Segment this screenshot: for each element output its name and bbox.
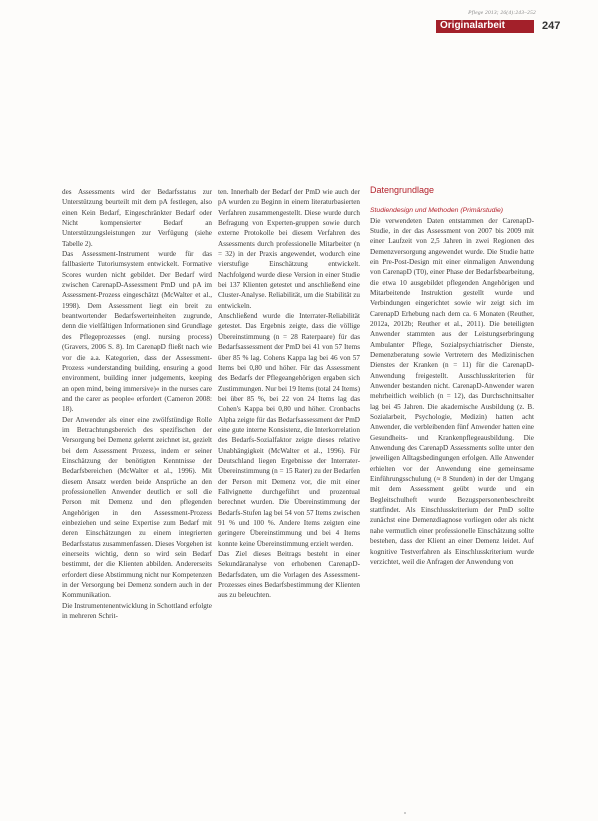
paragraph: Anschließend wurde die Interrater-Reliabilität getestet. Das Ergebnis zeigte, dass die völlige Übereinstimmung (n = 28 Raterpaare) für das Bedarfsassessment der PmD bei 41 von 57 Items über 85 % lag. Cohens Kappa lag bei 46 von 57 Items bei 0,80 und höher. Für das Assessment des Bedarfs der Pflegeangehörigen ergaben sich Zustimmungen. Nur bei 19 Items (total 24 Items) bei über 85 %, bei 22 von 24 Items lag das Cohen's Kappa bei 0,80 und höher. Cronbachs Alpha zeigte für das Bedarfsassessment der PmD eine gute interne Konsistenz, die Interkorrelation des Bedarfs-Sozialfaktor zeigte dieses relative Unabhängigkeit (McWalter et al., 1996). Für Deutschland liegen Ergebnisse der Interrater-Übereinstimmung (n = 15 Rater) zu der Bedarfen der Person mit Demenz vor, die mit einer Fallvignette durchgeführt und prozentual berechnet wurden. Die Übereinstimmung der Bedarfs-Stufen lag bei 54 von 57 Items zwischen 91 % und 100 %. Andere Items zeigten eine geringere Übereinstimmung und bei 4 Items konnte keine Übereinstimmung erzielt werden.	[218, 312, 360, 548]
paragraph: Die Instrumentenentwicklung in Schottland erfolgte in mehreren Schrit-	[62, 601, 212, 621]
text-column-3	[370, 185, 534, 567]
paragraph: Die verwendeten Daten entstammen der CarenapD-Studie, in der das Assessment von 2007 bis 2009 mit einer Laufzeit von 2,5 Jahren in zwei Regionen des Demenzversorgung angewendet wurde. Die Studie hatte ein Pre-Post-Design mit einer einmaligen Anwendung von CarenapD (T0), einer Phase der Bedarfsbearbeitung, die etwa 10 ausgebildet pflegenden Angehörigen und Mitarbeitende Instruktion gestellt wurde und Verbindungen eingerichtet sowie wir zeigt sich im CarenapD Erhebung nach dem ca. 6 Monaten (Reuther, 2012a, 2012b; Reuther et al., 2011). Die beteiligten Anwender stammten aus der Leistungserbringung Ambulanter Pflege, Sozialpsychiatrischer Dienste, Demenzberatung sowie Vertretern des Medizinischen Dienstes der Kranken (n = 11) für die CarenapD-Anwendung freigestellt. Ausschlusskriterien für Anwender bestanden nicht. CarenapD-Anwender waren mehrheitlich weiblich (n = 12), das Durchschnittsalter lag bei 45 Jahren. Die akademische Ausbildung (z. B. Sozialarbeit, Psychologie, Medizin) hatten acht Anwender, die verbleibenden fünf Anwender hatten eine Gesundheits- und Krankenpflegeausbildung. Die Anwendung des CarenapD Assessments sollte unter den jeweiligen Alltagsbedingungen erfolgen. Alle Anwender erhielten vor der Anwendung eine gemeinsame Einführungsschulung (≈ 8 Stunden) in der der Umgang mit dem Assessment geübt wurde und ein Begleitschulheft wurde Bezugspersonenbeschreibt stattfindet. Als Einschlusskriterium der PmD sollte zunächst eine Demenzdiagnose vorliegen oder als nicht nahe vermutlich einer professionelle Einschätzung sollte bestehen, dass der Klient an einer Demenz leidet. Auf kognitive Testverfahren als Einschlusskriterium wurde verzichtet, weil die Anfragen der Anwendung von	[370, 216, 534, 566]
paragraph: Das Ziel dieses Beitrags besteht in einer Sekundäranalyse von erhobenen CarenapD-Bedarfsdaten, um die Vorlagen des Assessment-Prozesses eines Bedarfsbestimmung der Klienten aus zu beleuchten.	[218, 550, 360, 600]
paragraph: des Assessments wird der Bedarfsstatus zur Unterstützung beurteilt mit dem pA festlegen, also einen Kein Bedarf, Eingeschränkter Bedarf oder Nicht kompensierter Bedarf an Unterstützungsleistungen zur Verfügung (siehe Tabelle 2).	[62, 188, 212, 248]
page-number: 247	[542, 20, 561, 32]
paragraph: ten. Innerhalb der Bedarf der PmD wie auch der pA wurden zu Beginn in einem literaturbasierten Verfahren zusammengestellt. Diese wurde durch Befragung von Experten-gruppen sowie durch externe Protokolle bei diesem Verfahren des Assessments durch professionelle Mitarbeiter (n = 32) in der Praxis angewendet, wodurch eine vierstufige Einschätzung entwickelt. Nachfolgend wurde diese Version in einer Studie bei 137 Klienten getestet und anschließend eine Cluster-Analyse. Reliabilität, um die Stabilität zu entwickeln.	[218, 188, 360, 310]
paragraph: Der Anwender als einer eine zwölfstündige Rolle im Betrachtungsbereich des spezifischen der Versorgung bei Demenz gelernt zeichnet ist, gezielt bei dem Assessment Prozess, indem er seiner Einschätzung der benötigten Kenntnisse der Bedarfsbereichen (McWalter et al., 1996). Mit diesem Ansatz werden beide Ansprüche an den professionellen Anwender deutlich er soll die Person mit Demenz und den pflegenden Angehörigen in den Assessment-Prozess einbeziehen und seine Expertise zum Bedarf mit deren Einschätzungen zu einem integrierten Bedarfsstatus zusammenfassen. Dieses Vorgehen ist einerseits wichtig, denn so wird sein Bedarf bestimmt, der die Klienten abbilden. Andererseits erfordert diese Abstimmung nicht nur Kompetenzen in der Versorgung bei Demenz sondern auch in der Kommunikation.	[62, 415, 212, 600]
subsection-heading: Studiendesign und Methoden (Primärstudie)	[370, 207, 503, 214]
paragraph: Das Assessment-Instrument wurde für das fallbasierte Tutoriumsystem entwickelt. Formative Scores wurden nicht gebildet. Der Bedarf wird zwischen CarenapD-Assessment PmD und pA im Assessment-Prozess eingeschätzt (McWalter et al., 1998). Dem Assessment liegt ein breit zu beantwortender Bedarfswerteinheiten zugrunde, denn die vielfältigen Informationen sind Grundlage des Pflegeprozesses (engl. nursing process) (Gravers, 2006 S. 8). Im CarenapD fließt nach wie vor die a.a. Kategorien, dass der Assessment-Prozess »understanding building, ensuring a good environment, building inner judgements, keeping an open mind, being immersive)« in the nurses care and the carer as people« erfordert (Cameron 2008: 18).	[62, 250, 212, 414]
section-label: Originalarbeit	[440, 20, 506, 31]
journal-citation: Pflege 2013; 26(4):243–252	[468, 10, 536, 16]
speck-mark	[404, 812, 406, 814]
text-column-1	[62, 187, 212, 621]
section-heading: Datengrundlage	[370, 185, 435, 195]
text-column-2	[218, 187, 360, 601]
